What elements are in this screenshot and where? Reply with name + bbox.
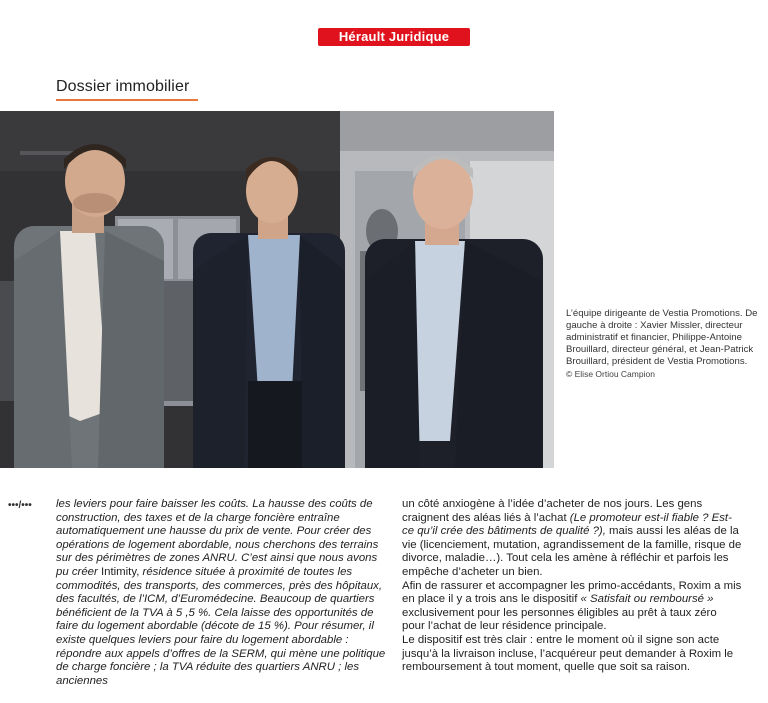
article-paragraph bbox=[402, 580, 742, 634]
continuation-marker: •••/••• bbox=[8, 500, 32, 511]
program-name: « Satisfait ou remboursé » bbox=[580, 593, 714, 606]
article-text: Afin de rassurer et accompagner les primo-accédants, Roxim a mis en place il y a trois ans le dispositif bbox=[402, 579, 742, 606]
article-column-left bbox=[56, 498, 392, 688]
photo-caption bbox=[566, 308, 766, 380]
team-photo bbox=[0, 111, 554, 468]
article-text: mais aussi les aléas de la vie (licenciement, mutation, agrandissement de la famille, risque de divorce, maladie…). Tout cela les amène à réfléchir et parfois les empêche d’acheter un bien. bbox=[402, 525, 742, 578]
article-text: un côté anxiogène à l’idée d’acheter de nos jours. Les gens craignent des aléas liés à l’achat bbox=[402, 498, 703, 524]
article-paragraph: Le dispositif est très clair : entre le moment où il signe son acte jusqu’à la livraison incluse, l’acquéreur peut demander à Roxim le remboursement à tout moment, quelle que soit sa raison. bbox=[402, 633, 734, 674]
article-text: résidence située à proximité de toutes les commodités, des transports, des commerces, près des hôpitaux, des facultés, de l’ICM, d’Euromédecine. Beaucoup de quartiers bénéficient de la TVA à 5 ,5 %. Cela laisse des opportunités de faire du logement abordable (décote de 15 %). Pour résumer, il existe quelques leviers pour faire du logement abordable : répondre aux appels d’offres de la SERM, qui mène une politique de charge foncière ; la TVA réduite des quartiers ANRU ; les anciennes bbox=[56, 565, 386, 687]
article-text: les leviers pour faire baisser les coûts. La hausse des coûts de construction, des taxes et de la charge foncière entraîne automatiquement une hausse du prix de vente. Pour créer des opérations de logement abordable, nous cherchons des terrains sur des périmètres de zones ANRU. C’est ainsi que nous avons pu créer bbox=[56, 498, 379, 578]
section-badge: Hérault Juridique bbox=[318, 28, 470, 46]
section-title-underline bbox=[56, 99, 198, 101]
article-text: exclusivement pour les personnes éligibles au prêt à taux zéro pour l’achat de leur résidence principale. bbox=[402, 606, 717, 633]
article-column-right bbox=[402, 498, 742, 675]
residence-name: Intimity, bbox=[97, 565, 140, 578]
article-paragraph bbox=[56, 498, 392, 688]
article-quote: (Le promoteur est-il fiable ? Est-ce qu’il crée des bâtiments de qualité ?), bbox=[402, 511, 732, 538]
photo-credit: © Elise Ortiou Campion bbox=[566, 369, 655, 379]
article-paragraph bbox=[402, 498, 742, 580]
photo-caption-text: L’équipe dirigeante de Vestia Promotions. De gauche à droite : Xavier Missler, directeur administratif et financier, Philippe-Antoine Brouillard, directeur général, et Jean-Patrick Brouillard, président de Vestia Promotions. bbox=[566, 308, 758, 367]
section-title: Dossier immobilier bbox=[56, 78, 190, 95]
